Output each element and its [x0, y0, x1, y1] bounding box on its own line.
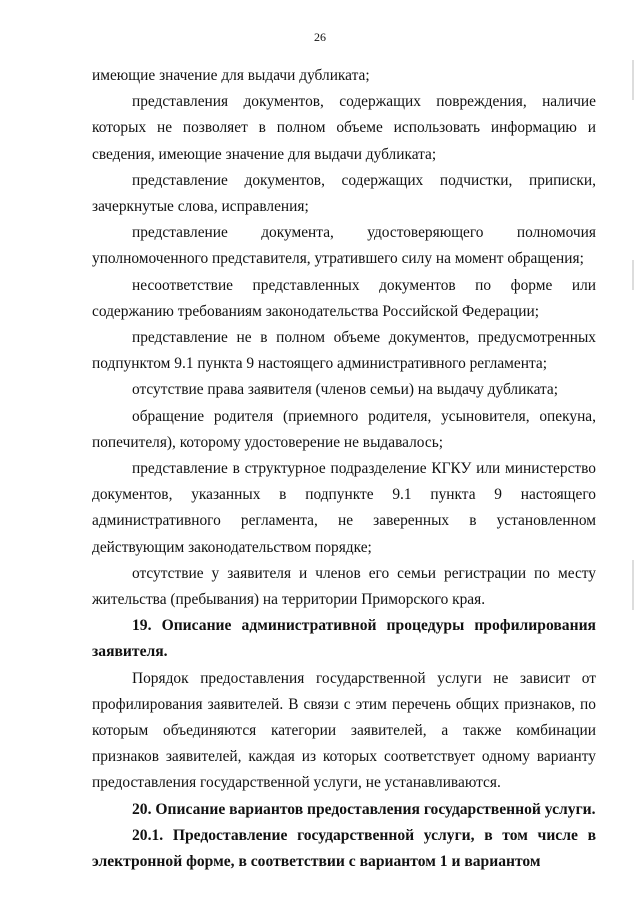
paragraph-uncertified-documents: представление в структурное подразделение КГКУ или министерство документов, указанных в подпункте 9.1 пункта 9 настоящего административного регламента, не заверенных в установленном действующим законодательством порядке;	[92, 460, 596, 556]
scan-edge-mark	[632, 560, 634, 610]
paragraph-erasures: представление документов, содержащих подчистки, приписки, зачеркнутые слова, исправления;	[92, 171, 596, 216]
page-number: 26	[314, 30, 326, 44]
paragraph-expired-authority: представление документа, удостоверяющего полномочия уполномоченного представителя, утратившего силу на момент обращения;	[92, 224, 596, 268]
paragraph-damaged-documents: представления документов, содержащих повреждения, наличие которых не позволяет в полном объеме использовать информацию и сведения, имеющие значение для выдачи дубликата;	[92, 93, 596, 163]
section-19-text: Порядок предоставления государственной услуги не зависит от профилирования заявителей. В связи с этим перечень общих признаков, по которым объединяются категории заявителей, а также комбинации признаков заявителей, каждая из которых соответствует одному варианту предоставления государственной услуги, не устанавливаются.	[92, 669, 596, 792]
paragraph-parent-appeal: обращение родителя (приемного родителя, усыновителя, опекуна, попечителя), которому удостоверение не выдавалось;	[92, 407, 596, 451]
paragraph-incomplete-documents: представление не в полном объеме документов, предусмотренных подпунктом 9.1 пункта 9 настоящего административного регламента;	[92, 329, 596, 373]
paragraph-nonconformity: несоответствие представленных документов по форме или содержанию требованиям законодательства Российской Федерации;	[92, 276, 596, 320]
paragraph-no-registration: отсутствие у заявителя и членов его семьи регистрации по месту жительства (пребывания) на территории Приморского края.	[92, 564, 596, 609]
section-19-heading: 19. Описание административной процедуры профилирования заявителя.	[92, 617, 596, 661]
paragraph-no-right: отсутствие права заявителя (членов семьи) на выдачу дубликата;	[132, 381, 559, 399]
scan-edge-mark	[632, 60, 634, 100]
section-20-1-subheading: 20.1. Предоставление государственной услуги, в том числе в электронной форме, в соответствии с вариантом 1 и вариантом	[92, 826, 596, 871]
section-20-heading: 20. Описание вариантов предоставления государственной услуги.	[132, 800, 596, 818]
paragraph-continuation: имеющие значение для выдачи дубликата;	[92, 67, 370, 84]
page-content	[92, 63, 596, 875]
scan-edge-mark	[632, 260, 634, 290]
